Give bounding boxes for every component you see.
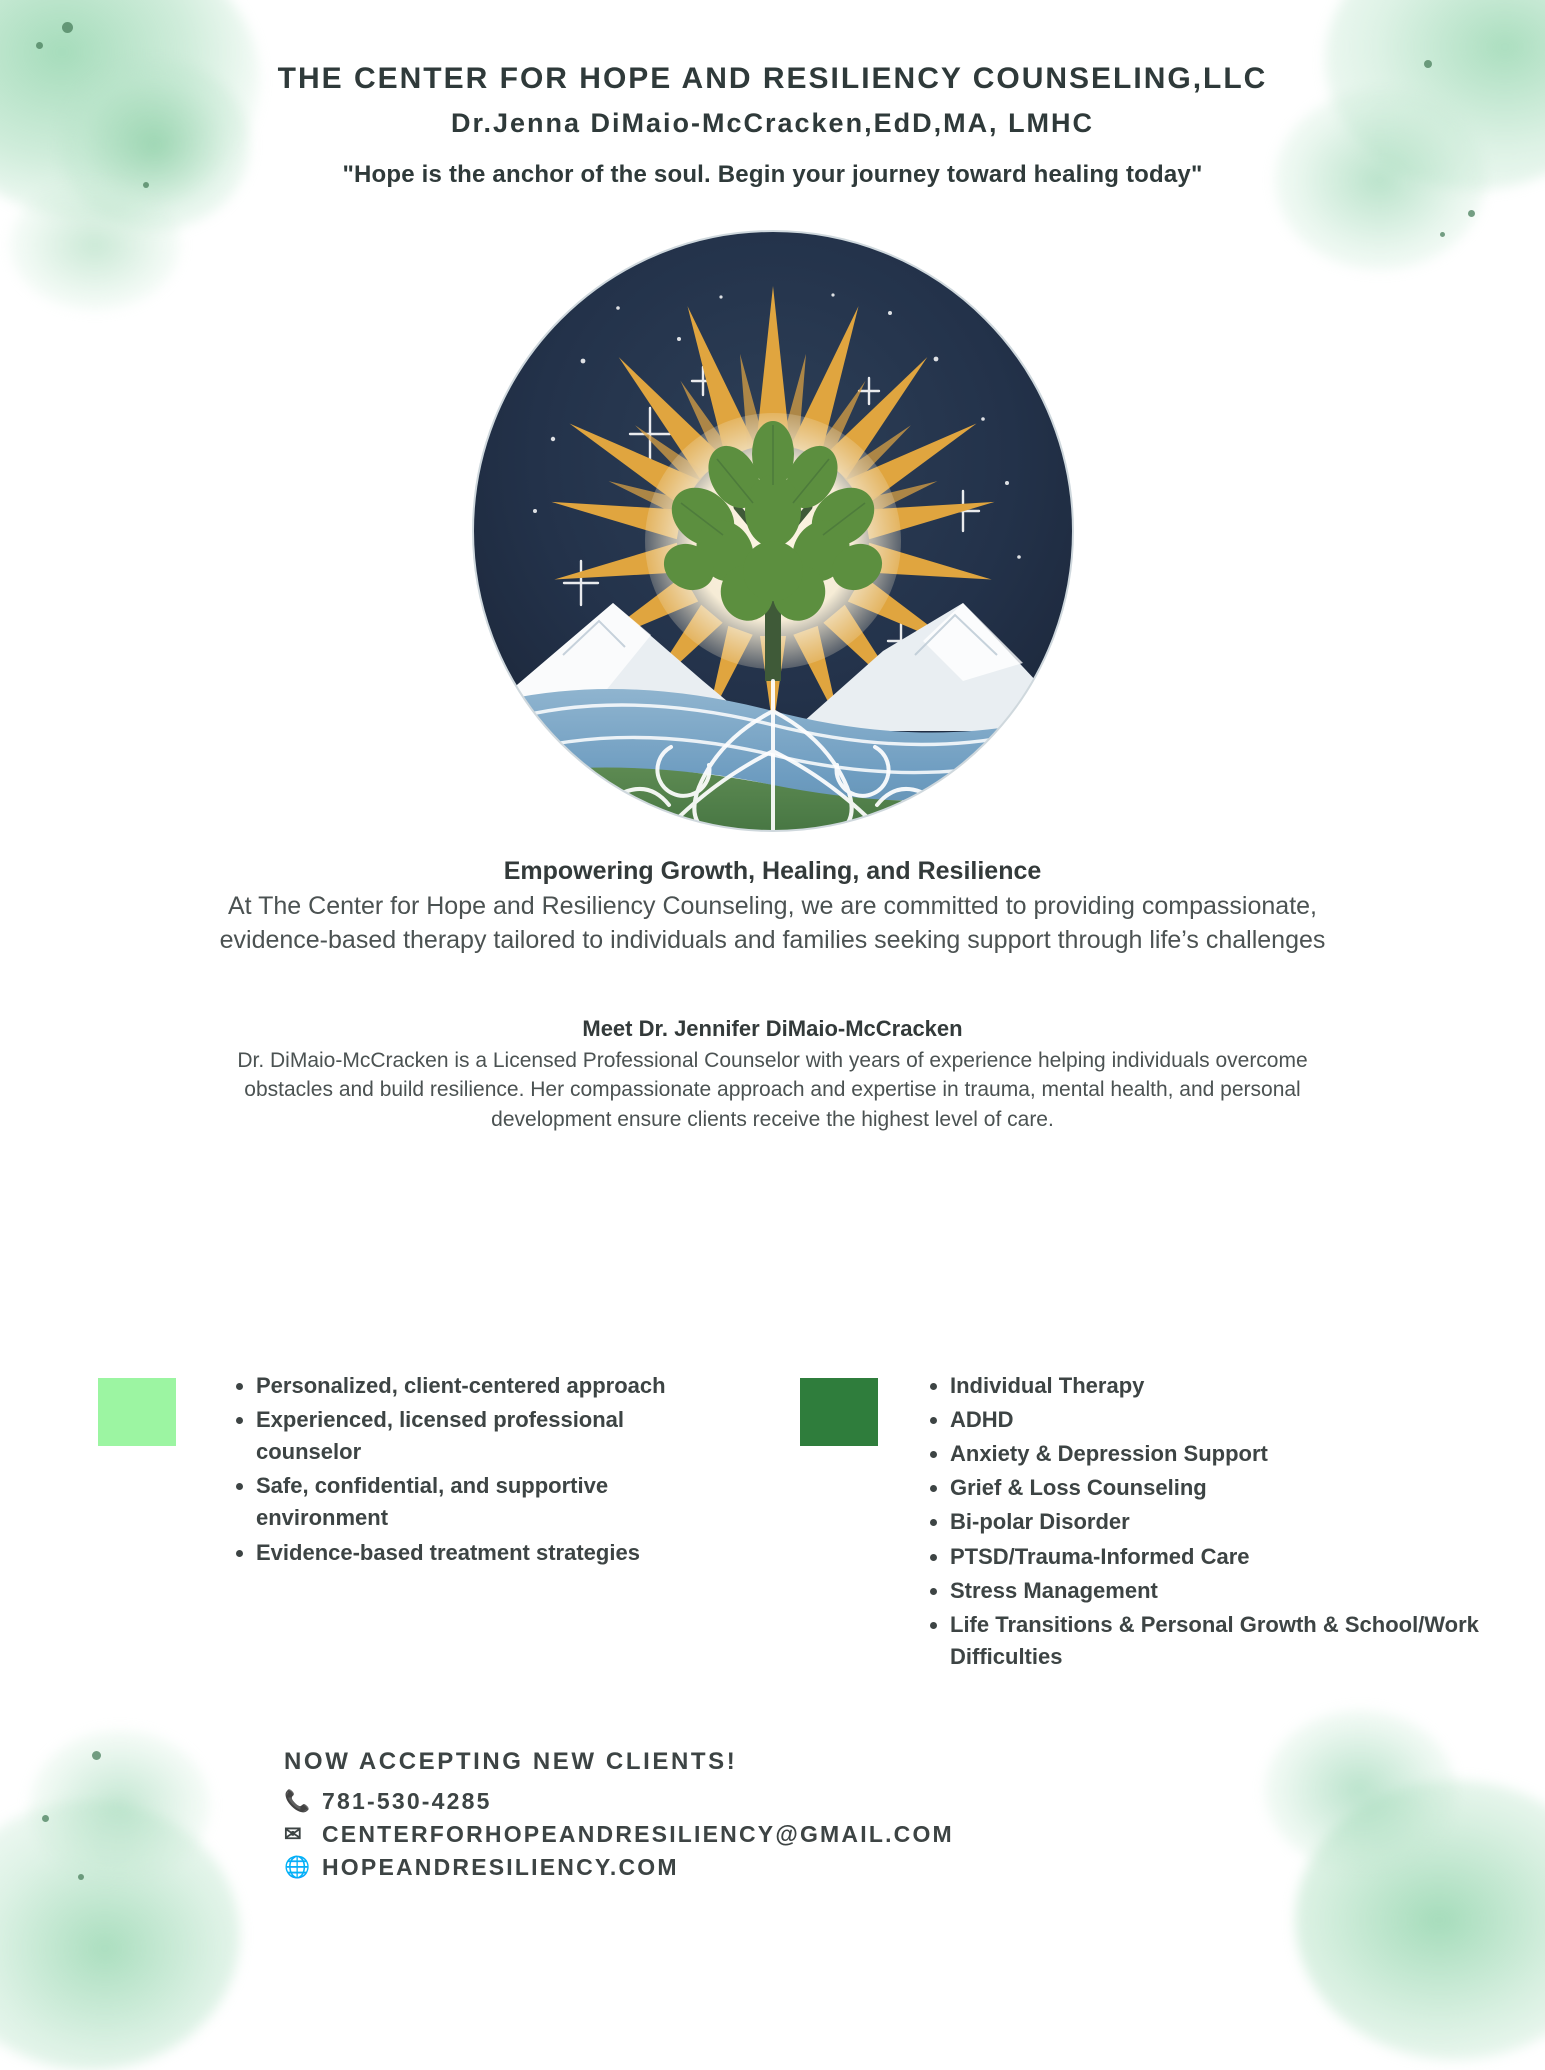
benefits-column (0, 1370, 700, 1675)
list-item: • Individual Therapy (950, 1370, 1545, 1402)
bio-section (0, 1016, 1545, 1135)
list-item: • ADHD (950, 1404, 1545, 1436)
accepting-clients-notice: NOW ACCEPTING NEW CLIENTS! (284, 1748, 738, 1775)
logo-container (0, 211, 1545, 851)
list-item: • Stress Management (950, 1575, 1545, 1607)
list-item: • Evidence-based treatment strategies (256, 1537, 700, 1569)
list-item: • PTSD/Trauma-Informed Care (950, 1541, 1545, 1573)
website-url: HOPEANDRESILIENCY.COM (322, 1854, 679, 1880)
list-item: • Safe, confidential, and supportive environment (256, 1470, 700, 1534)
header (0, 0, 1545, 189)
benefits-list (214, 1370, 700, 1571)
swatch-light-green (98, 1378, 176, 1446)
swatch-dark-green (800, 1378, 878, 1446)
list-item: • Experienced, licensed professional counselor (256, 1404, 700, 1468)
contact-phone-row[interactable] (284, 1788, 954, 1815)
email-address: CENTERFORHOPEANDRESILIENCY@GMAIL.COM (322, 1821, 954, 1847)
list-item: • Bi-polar Disorder (950, 1506, 1545, 1538)
page-title: THE CENTER FOR HOPE AND RESILIENCY COUNSELING,LLC (277, 62, 1268, 95)
tree-sun-mountains-logo (403, 211, 1143, 851)
list-item: • Grief & Loss Counseling (950, 1472, 1545, 1504)
contact-block (284, 1748, 954, 1887)
list-item: • Life Transitions & Personal Growth & School/Work Difficulties (950, 1609, 1545, 1673)
list-item: • Anxiety & Depression Support (950, 1438, 1545, 1470)
email-icon: ✉ (284, 1823, 304, 1846)
phone-icon: 📞 (284, 1789, 313, 1813)
bio-heading: Meet Dr. Jennifer DiMaio-McCracken (582, 1015, 963, 1041)
intro-section (0, 857, 1545, 958)
list-item: • Personalized, client-centered approach (256, 1370, 700, 1402)
services-list (908, 1370, 1545, 1675)
intro-heading: Empowering Growth, Healing, and Resilience (503, 857, 1042, 885)
practitioner-name: Dr.Jenna DiMaio-McCracken,EdD,MA, LMHC (450, 108, 1095, 138)
tagline: "Hope is the anchor of the soul. Begin your journey toward healing today" (342, 161, 1203, 188)
benefits-and-services (0, 1370, 1545, 1675)
intro-body: At The Center for Hope and Resiliency Counseling, we are committed to providing compassionate, evidence-based therapy tailored to individuals and families seeking support through life’s challenges (219, 892, 1326, 954)
contact-email-row[interactable] (284, 1821, 954, 1848)
phone-number: 781-530-4285 (322, 1788, 492, 1814)
globe-icon: 🌐 (284, 1855, 313, 1879)
contact-website-row[interactable] (284, 1854, 954, 1881)
services-column (700, 1370, 1545, 1675)
bio-body: Dr. DiMaio-McCracken is a Licensed Professional Counselor with years of experience helping individuals overcome obstacles and build resilience. Her compassionate approach and expertise in trauma, mental health, and personal development ensure clients receive the highest level of care. (237, 1048, 1308, 1132)
